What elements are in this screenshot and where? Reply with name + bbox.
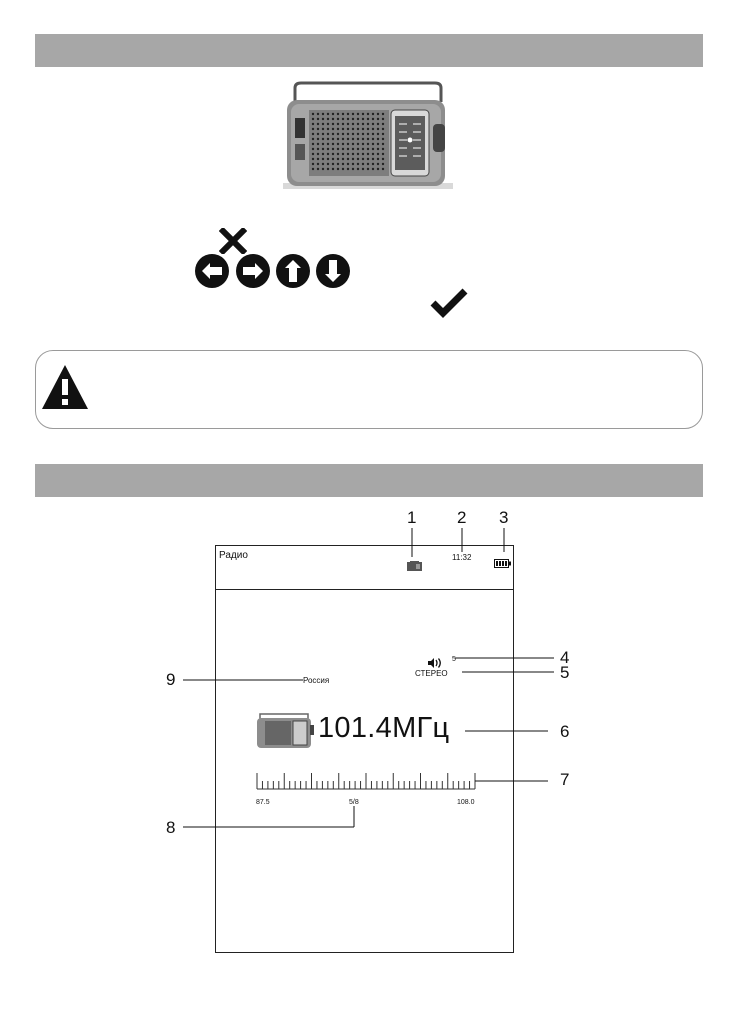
frequency-display: 101.4МГц — [318, 712, 450, 744]
callout-4: 4 — [560, 648, 570, 667]
callout-2: 2 — [457, 508, 467, 527]
preset-indicator: 5/8 — [349, 799, 359, 806]
screen-title: Радио — [219, 550, 248, 561]
callout-5: 5 — [560, 663, 570, 682]
region-label: Россия — [303, 676, 330, 685]
callout-9: 9 — [166, 670, 176, 689]
scale-max-label: 108.0 — [457, 799, 475, 806]
clock: 11:32 — [452, 553, 472, 562]
callout-8: 8 — [166, 818, 176, 837]
callout-1: 1 — [407, 508, 417, 527]
callout-6: 6 — [560, 722, 570, 741]
volume-level: 5 — [452, 656, 456, 663]
scale-min-label: 87.5 — [256, 799, 270, 806]
callout-3: 3 — [499, 508, 509, 527]
stereo-indicator: СТЕРЕО — [415, 669, 448, 678]
callout-7: 7 — [560, 770, 570, 789]
